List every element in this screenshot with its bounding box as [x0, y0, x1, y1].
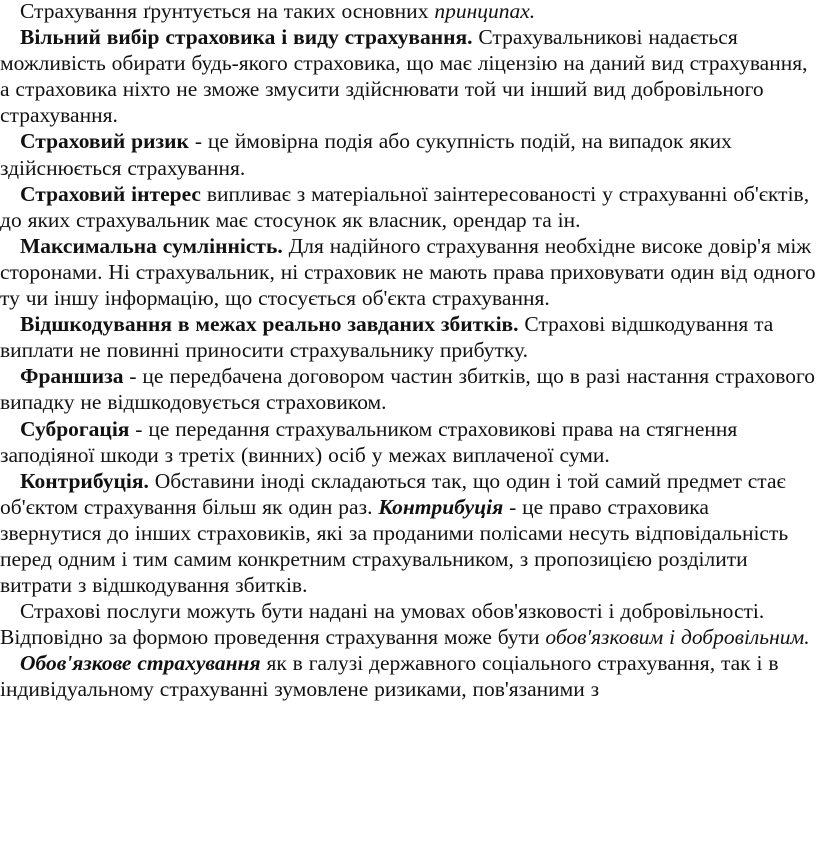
principle-term: Страховий інтерес: [20, 181, 201, 206]
services-text: Страхові послуги можуть бути надані на умовах обов'язковості і добровільності. Відповідно за формою проведення страхування може бути: [0, 599, 765, 650]
principle-term: Суброгація: [20, 416, 130, 441]
principle-text: випливає з матеріальної заінтересованості у страхуванні об'єктів, до яких страхувальник має стосунок як власник, орендар та ін.: [0, 181, 810, 232]
principle-text: - це передання страхувальником страховикові права на стягнення заподіяної шкоди з третіх (винних) осіб у межах виплаченої суми.: [0, 416, 738, 467]
mandatory-term: Обов'язкове страхування: [20, 651, 261, 676]
principle-text: - це ймовірна подія або сукупність подій, на випадок яких здійснюється страхування.: [0, 129, 732, 180]
principle-indemnity: [0, 311, 816, 363]
principle-text-continued: - це право страховика звернутися до інших страховиків, які за проданими полісами несуть відповідальність перед одним і тим самим конкретним страхувальником, з пропозицією розділити витрати з відшкодування збитків.: [0, 494, 789, 598]
principle-free-choice: [0, 24, 816, 128]
principle-term: Франшиза: [20, 364, 124, 389]
mandatory-text: як в галузі державного соціального страхування, так і в індивідуальному страхуванні зумовлене ризиками, пов'язаними з: [0, 651, 779, 702]
principle-contribution: [0, 468, 816, 598]
services-paragraph: [0, 598, 816, 650]
principle-insurable-interest: [0, 181, 816, 233]
principle-good-faith: [0, 233, 816, 311]
principle-text: - це передбачена договором частин збитків, що в разі настання страхового випадку не відшкодовується страховиком.: [0, 364, 815, 415]
principle-emphasis-term: Контрибуція: [378, 494, 504, 519]
principle-text: Для надійного страхування необхідне високе довір'я між сторонами. Ні страхувальник, ні страховик не мають права приховувати один від одного ту чи іншу інформацію, що стосується об'єкта страхування.: [0, 233, 816, 311]
principle-franchise: [0, 363, 816, 415]
principle-term: Контрибуція.: [20, 468, 149, 493]
services-emphasis: обов'язковим і добровільним.: [545, 625, 810, 650]
principle-insurance-risk: [0, 128, 816, 180]
intro-paragraph: [0, 0, 816, 24]
principle-subrogation: [0, 416, 816, 468]
principle-term: Відшкодування в межах реально завданих збитків.: [20, 312, 519, 337]
principle-term: Максимальна сумлінність.: [20, 233, 283, 258]
principle-text: Страхувальникові надається можливість обирати будь-якого страховика, що має ліцензію на даний вид страхування, а страховика ніхто не зможе змусити здійснювати той чи інший вид добровільного страхування.: [0, 25, 808, 128]
principle-text: Обставини іноді складаються так, що один і той самий предмет стає об'єктом страхування більш як один раз.: [0, 468, 786, 519]
principle-term: Вільний вибір страховика і виду страхування.: [20, 25, 473, 50]
principle-term: Страховий ризик: [20, 129, 189, 154]
intro-emphasis: принципах.: [434, 0, 536, 23]
intro-text: Страхування ґрунтується на таких основних: [20, 0, 435, 23]
mandatory-paragraph: [0, 650, 816, 702]
principle-text: Страхові відшкодування та виплати не повинні приносити страхувальнику прибутку.: [0, 312, 774, 363]
